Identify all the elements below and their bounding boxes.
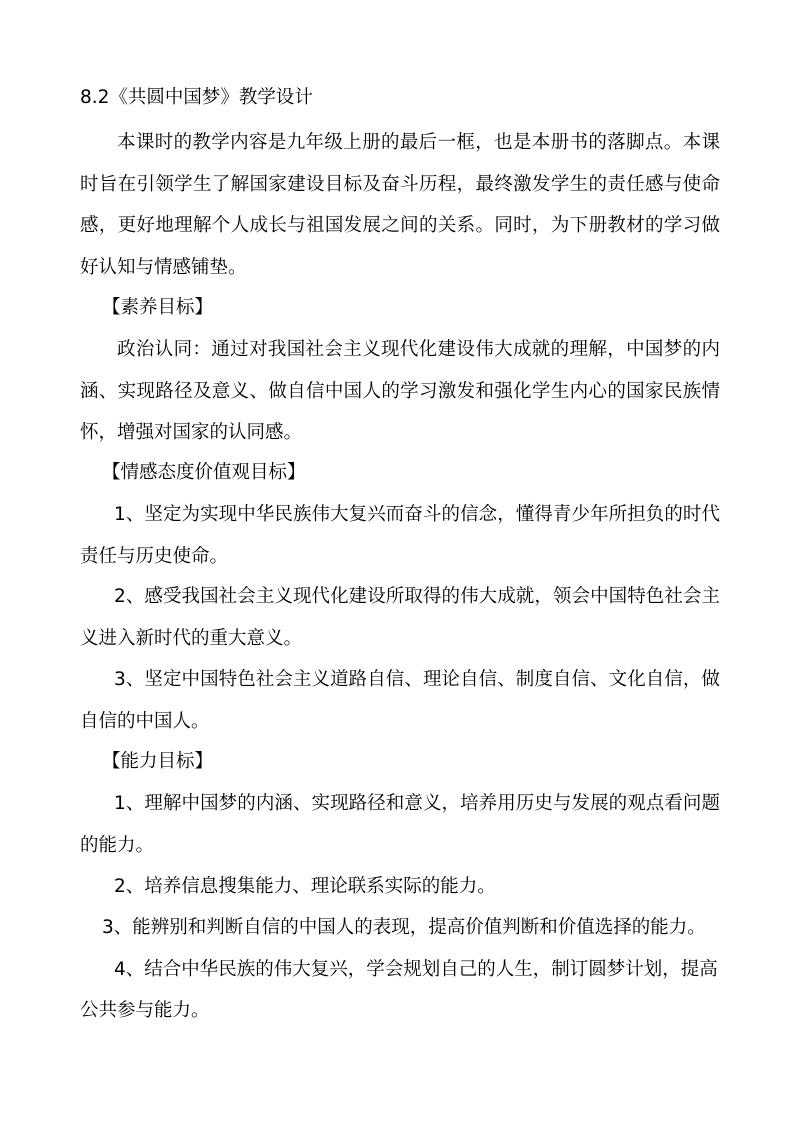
emotion-goal-item-2: 2、感受我国社会主义现代化建设所取得的伟大成就，领会中国特色社会主义进入新时代的重大意义。 xyxy=(80,586,720,649)
ability-goal-item-1: 1、理解中国梦的内涵、实现路径和意义，培养用历史与发展的观点看问题的能力。 xyxy=(80,793,720,856)
ability-goal-item-3: 3、能辨别和判断自信的中国人的表现，提高价值判断和价值选择的能力。 xyxy=(102,917,706,938)
emotion-goal-item-1: 1、坚定为实现中华民族伟大复兴而奋斗的信念，懂得青少年所担负的时代责任与历史使命。 xyxy=(80,504,720,567)
intro-paragraph: 本课时的教学内容是九年级上册的最后一框，也是本册书的落脚点。本课时旨在引领学生了解国家建设目标及奋斗历程，最终激发学生的责任感与使命感，更好地理解个人成长与祖国发展之间的关系。同时，为下册教材的学习做好认知与情感铺垫。 xyxy=(80,132,720,278)
section-heading-literacy-goals: 【素养目标】 xyxy=(102,297,214,318)
literacy-goals-paragraph: 政治认同：通过对我国社会主义现代化建设伟大成就的理解，中国梦的内涵、实现路径及意义、做自信中国人的学习激发和强化学生内心的国家民族情怀，增强对国家的认同感。 xyxy=(80,339,720,443)
ability-goal-item-4: 4、结合中华民族的伟大复兴，学会规划自己的人生，制订圆梦计划，提高 xyxy=(114,959,718,980)
section-heading-emotion-goals: 【情感态度价值观目标】 xyxy=(102,462,306,483)
emotion-goal-item-3: 3、坚定中国特色社会主义道路自信、理论自信、制度自信、文化自信，做自信的中国人。 xyxy=(80,669,720,732)
ability-goal-item-2: 2、培养信息搜集能力、理论联系实际的能力。 xyxy=(114,876,496,897)
ability-goal-item-4-continued: 公共参与能力。 xyxy=(80,1000,210,1021)
document-title: 8.2《共圆中国梦》教学设计 xyxy=(80,87,313,108)
section-heading-ability-goals: 【能力目标】 xyxy=(102,751,214,772)
